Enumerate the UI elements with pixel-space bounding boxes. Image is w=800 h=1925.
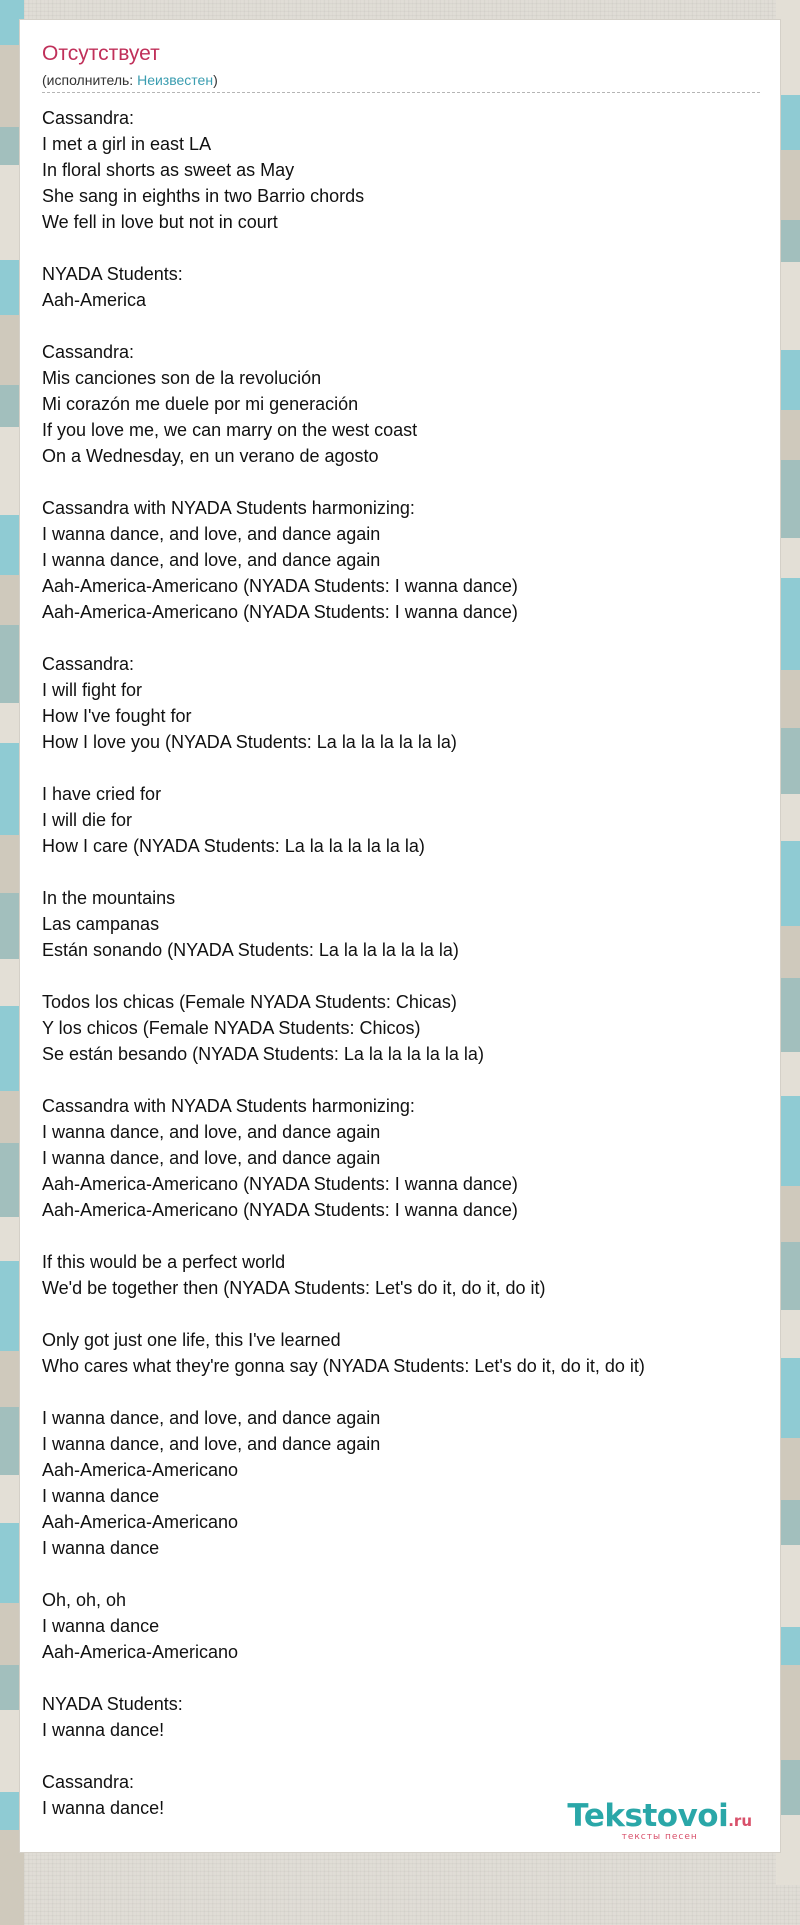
lyric-line: I wanna dance! bbox=[42, 1798, 165, 1818]
lyric-line: Cassandra with NYADA Students harmonizing: bbox=[42, 1096, 415, 1116]
lyric-line bbox=[42, 859, 762, 885]
song-title: Отсутствует bbox=[42, 42, 160, 65]
lyric-line bbox=[42, 963, 762, 989]
lyric-line: Las campanas bbox=[42, 914, 160, 934]
lyric-line bbox=[42, 235, 762, 261]
lyrics-body bbox=[42, 105, 762, 1821]
lyric-line: NYADA Students: bbox=[42, 264, 183, 284]
lyric-line bbox=[42, 1223, 762, 1249]
artist-link[interactable]: Неизвестен bbox=[137, 72, 214, 88]
lyric-line: Y los chicos (Female NYADA Students: Chicos) bbox=[42, 1018, 421, 1038]
lyric-line bbox=[42, 313, 762, 339]
lyric-line bbox=[42, 1301, 762, 1327]
lyric-line: Mi corazón me duele por mi generación bbox=[42, 394, 359, 414]
lyric-line: I wanna dance, and love, and dance again bbox=[42, 1148, 381, 1168]
lyric-line: Cassandra: bbox=[42, 108, 135, 128]
lyric-line: Todos los chicas (Female NYADA Students: Chicas) bbox=[42, 992, 457, 1012]
lyric-line: Aah-America-Americano (NYADA Students: I wanna dance) bbox=[42, 576, 518, 596]
lyric-line: I will fight for bbox=[42, 680, 143, 700]
lyric-line: I wanna dance, and love, and dance again bbox=[42, 1122, 381, 1142]
lyric-line bbox=[42, 755, 762, 781]
lyric-line: How I love you (NYADA Students: La la la la la la la) bbox=[42, 732, 457, 752]
lyric-line: Cassandra: bbox=[42, 342, 135, 362]
lyric-line: I met a girl in east LA bbox=[42, 134, 212, 154]
lyric-line bbox=[42, 1067, 762, 1093]
lyric-line: Aah-America-Americano (NYADA Students: I wanna dance) bbox=[42, 1200, 518, 1220]
lyric-line: Mis canciones son de la revolución bbox=[42, 368, 322, 388]
artist-suffix: ) bbox=[213, 72, 218, 88]
lyric-line: Cassandra: bbox=[42, 654, 135, 674]
lyric-line: If this would be a perfect world bbox=[42, 1252, 286, 1272]
lyric-line: We fell in love but not in court bbox=[42, 212, 278, 232]
lyric-line bbox=[42, 1379, 762, 1405]
lyric-line bbox=[42, 1561, 762, 1587]
lyric-line: Aah-America bbox=[42, 290, 147, 310]
lyric-line: She sang in eighths in two Barrio chords bbox=[42, 186, 365, 206]
site-logo[interactable] bbox=[567, 1798, 752, 1842]
lyric-line: I wanna dance! bbox=[42, 1720, 165, 1740]
lyric-line: On a Wednesday, en un verano de agosto bbox=[42, 446, 379, 466]
lyrics-card bbox=[20, 20, 780, 1852]
lyric-line: Only got just one life, this I've learned bbox=[42, 1330, 341, 1350]
lyric-line: In the mountains bbox=[42, 888, 176, 908]
lyric-line: NYADA Students: bbox=[42, 1694, 183, 1714]
lyric-line: I wanna dance, and love, and dance again bbox=[42, 550, 381, 570]
lyric-line: How I care (NYADA Students: La la la la la la la) bbox=[42, 836, 425, 856]
artist-prefix: (исполнитель: bbox=[42, 72, 138, 88]
lyric-line: Se están besando (NYADA Students: La la la la la la la) bbox=[42, 1044, 484, 1064]
lyric-line: I wanna dance, and love, and dance again bbox=[42, 524, 381, 544]
lyric-line: If you love me, we can marry on the west coast bbox=[42, 420, 418, 440]
title-divider bbox=[42, 92, 760, 93]
lyric-line: Who cares what they're gonna say (NYADA Students: Let's do it, do it, do it) bbox=[42, 1356, 645, 1376]
lyric-line: I wanna dance bbox=[42, 1616, 160, 1636]
lyric-line: I wanna dance, and love, and dance again bbox=[42, 1434, 381, 1454]
lyric-line: Aah-America-Americano bbox=[42, 1512, 239, 1532]
lyric-line: I wanna dance, and love, and dance again bbox=[42, 1408, 381, 1428]
artist-line bbox=[42, 72, 218, 88]
lyric-line: I wanna dance bbox=[42, 1486, 160, 1506]
lyric-line: Oh, oh, oh bbox=[42, 1590, 127, 1610]
lyric-line: Cassandra: bbox=[42, 1772, 135, 1792]
lyric-line: Aah-America-Americano bbox=[42, 1460, 239, 1480]
lyric-line bbox=[42, 1665, 762, 1691]
lyric-line: I have cried for bbox=[42, 784, 162, 804]
lyric-line bbox=[42, 1743, 762, 1769]
lyric-line: Aah-America-Americano (NYADA Students: I wanna dance) bbox=[42, 1174, 518, 1194]
lyric-line: Aah-America-Americano (NYADA Students: I wanna dance) bbox=[42, 602, 518, 622]
logo-tagline: тексты песен bbox=[621, 1832, 698, 1842]
lyric-line: Aah-America-Americano bbox=[42, 1642, 239, 1662]
lyric-line bbox=[42, 625, 762, 651]
logo-text: Tekstovoi bbox=[567, 1798, 729, 1834]
lyric-line: I will die for bbox=[42, 810, 133, 830]
lyric-line: I wanna dance bbox=[42, 1538, 160, 1558]
logo-domain-suffix: .ru bbox=[728, 1812, 752, 1830]
lyric-line: Cassandra with NYADA Students harmonizing: bbox=[42, 498, 415, 518]
lyric-line bbox=[42, 469, 762, 495]
lyric-line: In floral shorts as sweet as May bbox=[42, 160, 295, 180]
lyric-line: Están sonando (NYADA Students: La la la la la la la) bbox=[42, 940, 459, 960]
lyric-line: We'd be together then (NYADA Students: Let's do it, do it, do it) bbox=[42, 1278, 546, 1298]
lyric-line: How I've fought for bbox=[42, 706, 192, 726]
